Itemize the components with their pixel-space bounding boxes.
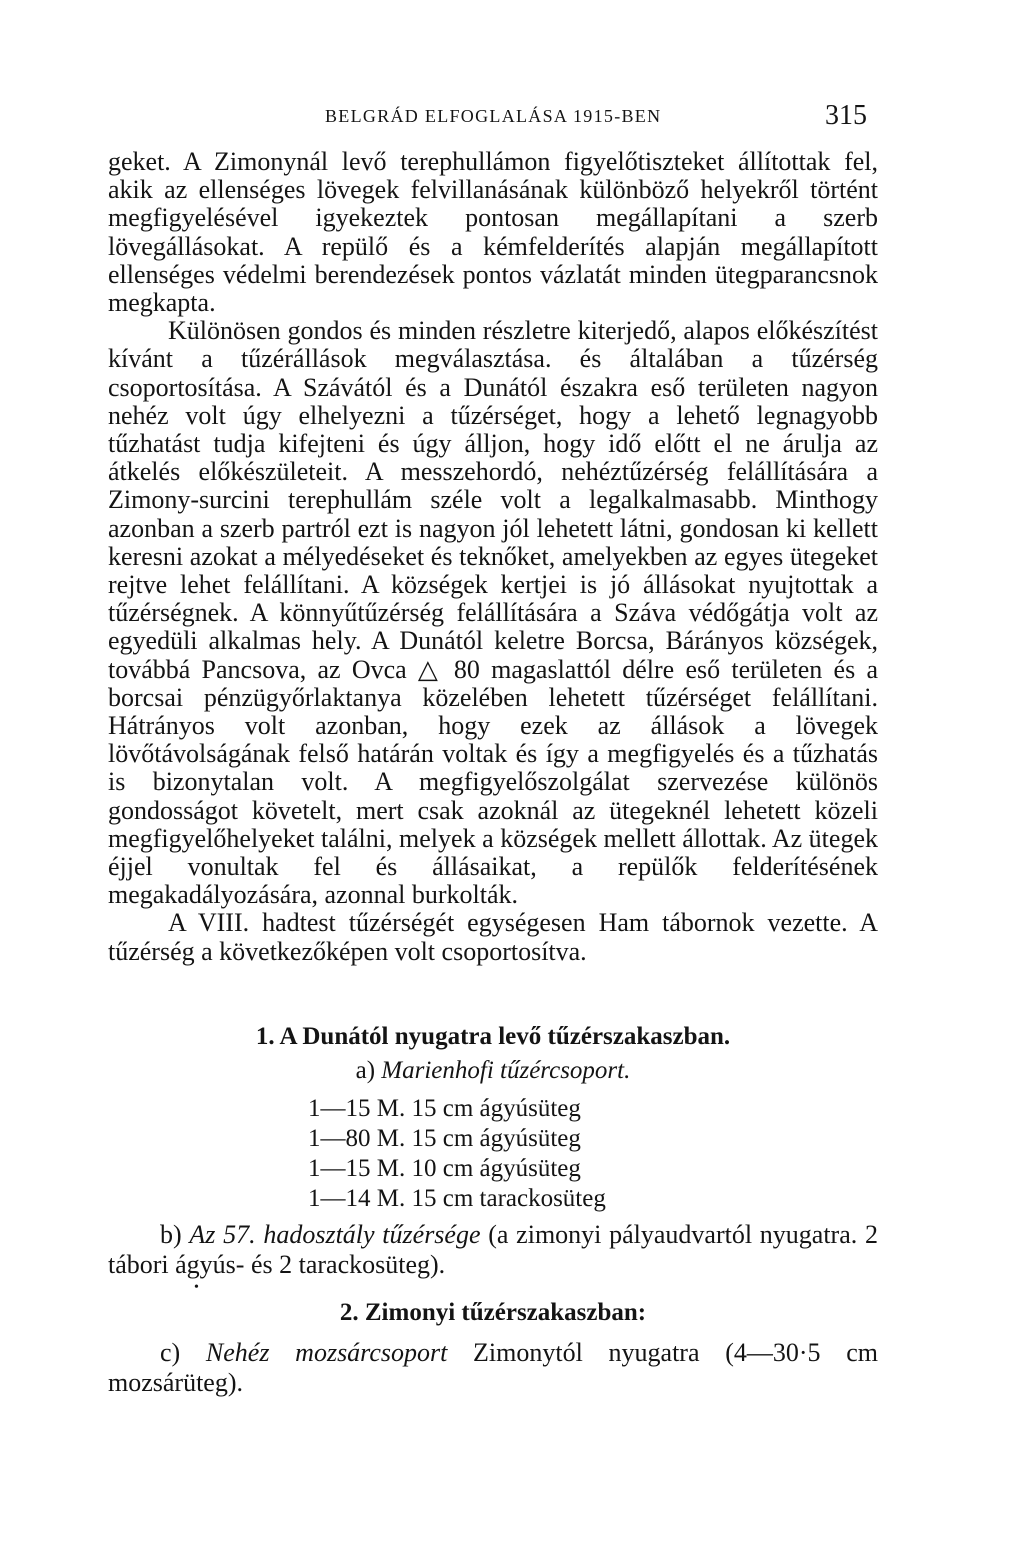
- group-c-prefix: c): [160, 1337, 206, 1367]
- group-b-name: Az 57. hadosztály tűzérsége: [189, 1219, 481, 1249]
- unit-list: [108, 1094, 878, 1214]
- paragraph-3: A VIII. hadtest tűzérségét egységesen Ham tábornok vezette. A tűzérség a következőképen volt csoportosítva.: [108, 908, 878, 966]
- group-a-line: [108, 1056, 878, 1086]
- paragraph-1: geket. A Zimonynál levő terephullámon figyelőtiszteket állítottak fel, akik az ellenséges lövegek felvillanásának különböző helyekről történt megfigyelésével igyekeztek pontosan megállapítani a szerb lövegállásokat. A repülő és a kémfelderítés alapján megállapított ellenséges védelmi berendezések pontos vázlatát minden ütegparancsnok megkapta.: [108, 147, 878, 318]
- group-c-paragraph: [108, 1338, 878, 1398]
- group-b-rest: (a zimonyi pályaudvartól nyugatra. 2 tábori ágyús- és 2 tarackosüteg).: [108, 1219, 878, 1279]
- unit-item: 1—14 M. 15 cm tarackosüteg: [308, 1184, 606, 1212]
- page-body: [108, 148, 878, 1398]
- paragraph-2: Különösen gondos és minden részletre kiterjedő, alapos előkészítést kívánt a tűzérállások megválasztása. és általában a tűzérség csoportosítása. A Szávától és a Dunától északra eső területen nagyon nehéz volt úgy elhelyezni a tűzérséget, hogy a lehető legnagyobb tűzhatást tudja kifejteni és úgy álljon, hogy idő előtt el ne árulja az átkelés előkészületeit. A messzehordó, nehéztűzérség felállítására a Zimony-surcini terephullám széle volt a legalkalmasabb. Minthogy azonban a szerb partról ezt is nagyon jól lehetett látni, gondosan ki kellett keresni azokat a mélyedéseket és teknőket, amelyekben az egyes ütegeket rejtve lehet felállítani. A községek kertjei is jó állásokat nyujtottak a tűzérségnek. A könnyűtűzérség felállítására a Száva védőgátja volt az egyedüli alkalmas hely. A Dunától keletre Borcsa, Bárányos községek, továbbá Pancsova, az Ovca △ 80 magaslattól délre eső területen és a borcsai pénzügyőrlaktanya közelében lehetett tűzérséget felállítani. Hátrányos volt azonban, hogy ezek az állások a lövegek lövőtávolságának felső határán voltak és így a megfigyelés és a tűzhatás is bizonytalan volt. A megfigyelőszolgálat szervezése különös gondosságot követelt, mert csak azoknál az ütegeknél lehetett közeli megfigyelőhelyeket találni, melyek a községek mellett állottak. Az ütegek éjjel vonultak fel és állásaikat, a repülők felderítésének megakadályozására, azonnal burkolták.: [108, 316, 878, 910]
- running-head: BELGRÁD ELFOGLALÁSA 1915-BEN: [325, 106, 662, 126]
- page-header: [0, 100, 1024, 134]
- group-b-prefix: b): [160, 1219, 190, 1249]
- group-c-rest: Zimonytól nyugatra (4—30·5 cm mozsárüteg).: [108, 1337, 878, 1397]
- group-a-prefix: a): [355, 1056, 382, 1084]
- group-b-paragraph: [108, 1220, 878, 1280]
- unit-item: 1—15 M. 15 cm ágyúsüteg: [308, 1094, 581, 1122]
- section-heading-2: 2. Zimonyi tűzérszakaszban:: [339, 1298, 647, 1326]
- unit-item: 1—15 M. 10 cm ágyúsüteg: [308, 1154, 581, 1182]
- section-heading-1: 1. A Dunától nyugatra levő tűzérszakaszban.: [255, 1022, 731, 1050]
- page-number: 315: [825, 100, 867, 131]
- group-a-name: Marienhofi tűzércsoport.: [381, 1056, 631, 1084]
- unit-item: 1—80 M. 15 cm ágyúsüteg: [308, 1124, 581, 1152]
- group-c-name: Nehéz mozsárcsoport: [205, 1337, 448, 1367]
- bullet-dot: •: [194, 1279, 199, 1295]
